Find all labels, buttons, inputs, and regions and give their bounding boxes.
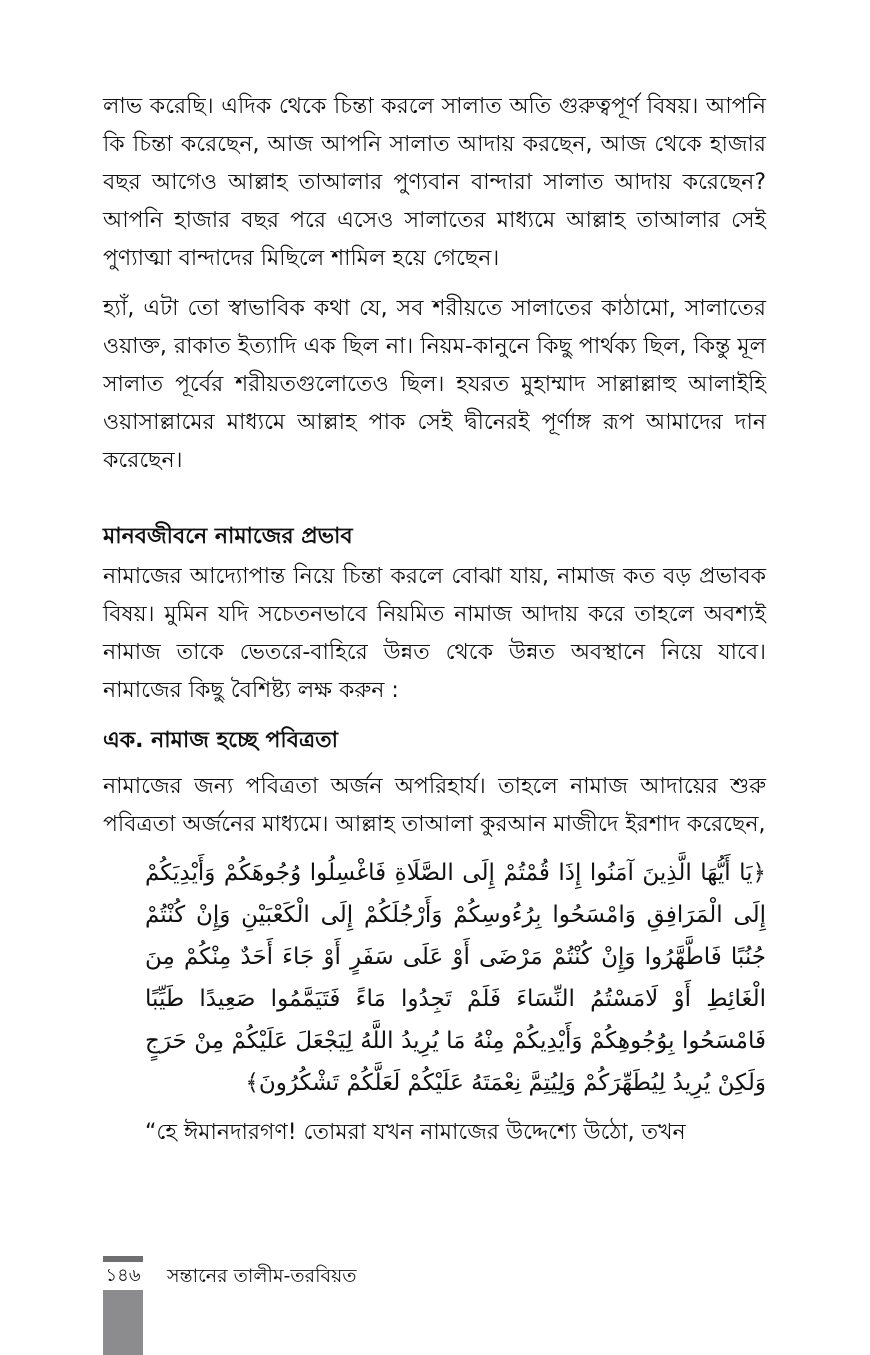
page-footer	[103, 1256, 803, 1355]
subsection-heading: এক. নামাজ হচ্ছে পবিত্রতা	[103, 728, 338, 753]
page-body	[103, 88, 766, 1152]
quran-verse-arabic: ﴿يَا أَيُّهَا الَّذِينَ آمَنُوا إِذَا قُمْتُمْ إِلَى الصَّلَاةِ فَاغْسِلُوا وُجُوهَكُمْ وَأَيْدِيَكُمْ إِلَى الْمَرَافِقِ وَامْسَحُوا بِرُءُوسِكُمْ وَأَرْجُلَكُمْ إِلَى الْكَعْبَيْنِ وَإِنْ كُنْتُمْ جُنُبًا فَاطَّهَّرُوا وَإِنْ كُنْتُمْ مَرْضَى أَوْ عَلَى سَفَرٍ أَوْ جَاءَ أَحَدٌ مِنْكُمْ مِنَ الْغَائِطِ أَوْ لَامَسْتُمُ النِّسَاءَ فَلَمْ تَجِدُوا مَاءً فَتَيَمَّمُوا صَعِيدًا طَيِّبًا فَامْسَحُوا بِوُجُوهِكُمْ وَأَيْدِيكُمْ مِنْهُ مَا يُرِيدُ اللَّهُ لِيَجْعَلَ عَلَيْكُمْ مِنْ حَرَجٍ وَلَكِنْ يُرِيدُ لِيُطَهِّرَكُمْ وَلِيُتِمَّ نِعْمَتَهُ عَلَيْكُمْ لَعَلَّكُمْ تَشْكُرُونَ﴾	[145, 860, 766, 1096]
verse-translation: “হে ঈমানদারগণ! তোমরা যখন নামাজের উদ্দেশ্যে উঠো, তখন	[145, 1120, 686, 1145]
paragraph-namaz-influence: নামাজের আদ্যোপান্ত নিয়ে চিন্তা করলে বোঝা যায়, নামাজ কত বড় প্রভাবক বিষয়। মুমিন যদি সচেতনভাবে নিয়মিত নামাজ আদায় করে তাহলে অবশ্যই নামাজ তাকে ভেতরে-বাহিরে উন্নত থেকে উন্নত অবস্থানে নিয়ে যাবে। নামাজের কিছু বৈশিষ্ট্য লক্ষ করুন :	[103, 564, 766, 703]
paragraph-salat-importance: লাভ করেছি। এদিক থেকে চিন্তা করলে সালাত অতি গুরুত্বপূর্ণ বিষয়। আপনি কি চিন্তা করেছেন, আজ আপনি সালাত আদায় করছেন, আজ থেকে হাজার বছর আগেও আল্লাহ তাআলার পুণ্যবান বান্দারা সালাত আদায় করেছেন? আপনি হাজার বছর পরে এসেও সালাতের মাধ্যমে আল্লাহ তাআলার সেই পুণ্যাত্মা বান্দাদের মিছিলে শামিল হয়ে গেছেন।	[103, 94, 766, 271]
running-title: সন্তানের তালীম-তরবিয়ত	[167, 1265, 357, 1287]
section-heading: মানবজীবনে নামাজের প্রভাব	[103, 524, 353, 549]
paragraph-purity: নামাজের জন্য পবিত্রতা অর্জন অপরিহার্য। তাহলে নামাজ আদায়ের শুরু পবিত্রতা অর্জনের মাধ্যমে। আল্লাহ তাআলা কুরআন মাজীদে ইরশাদ করেছেন,	[103, 774, 766, 837]
page-number: ১৪৬	[103, 1262, 143, 1290]
paragraph-shariah-salat: হ্যাঁ, এটা তো স্বাভাবিক কথা যে, সব শরীয়তে সালাতের কাঠামো, সালাতের ওয়াক্ত, রাকাত ইত্যাদি এক ছিল না। নিয়ম-কানুনে কিছু পার্থক্য ছিল, কিন্তু মূল সালাত পূর্বের শরীয়তগুলোতেও ছিল। হযরত মুহাম্মাদ সাল্লাল্লাহু আলাইহি ওয়াসাল্লামের মাধ্যমে আল্লাহ পাক সেই দ্বীনেরই পূর্ণাঙ্গ রূপ আমাদের দান করেছেন।	[103, 296, 766, 473]
